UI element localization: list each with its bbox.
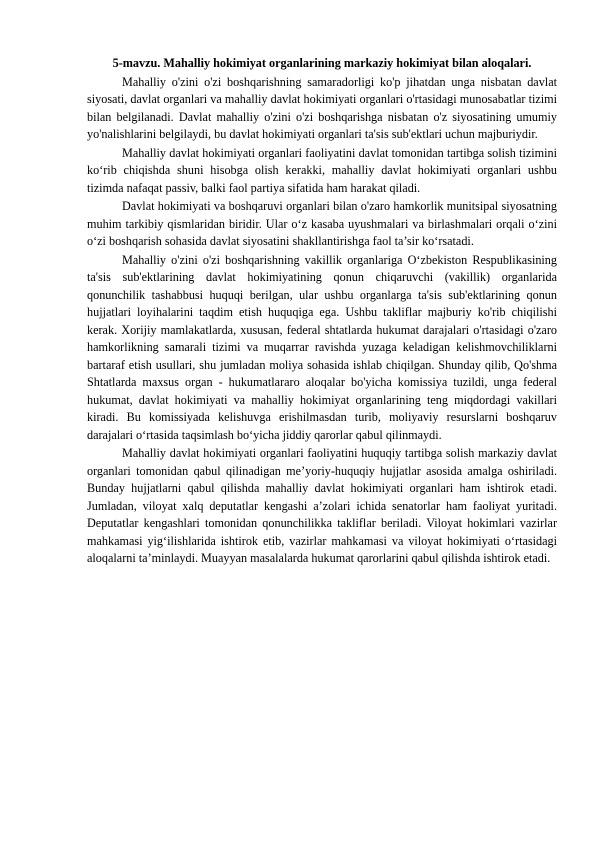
- paragraph-2: Mahalliy davlat hokimiyati organlari faoliyatini davlat tomonidan tartibga solish tizimini ko‘rib chiqishda shuni hisobga olish kerakki, mahalliy davlat hokimiyati organlari ushbu tizimda nafaqat passiv, balki faol partiya sifatida ham harakat qiladi.: [87, 145, 557, 195]
- document-page: [87, 55, 557, 569]
- paragraph-1: Mahalliy o'zini o'zi boshqarishning samaradorligi ko'p jihatdan unga nisbatan davlat siyosati, davlat organlari va mahalliy davlat hokimiyati organlari o'rtasidagi munosabatlar tizimi bilan belgilanadi. Davlat mahalliy o'zini o'zi boshqarishga nisbatan o'z siyosatining umumiy yo'nalishlarini belgilaydi, bu davlat hokimiyati organlari ta'sis sub'ektlari uchun majburiydir.: [87, 74, 557, 141]
- paragraph-5: Mahalliy davlat hokimiyati organlari faoliyatini huquqiy tartibga solish markaziy davlat organlari tomonidan qabul qilinadigan me’yoriy-huquqiy hujjatlar asosida amalga oshiriladi. Bunday hujjatlarni qabul qilishda mahalliy davlat hokimiyati organlari ham ishtirok etadi. Jumladan, viloyat xalq deputatlar kengashi a’zolari ichida senatorlar ham faoliyat yuritadi. Deputatlar kengashlari tomonidan qonunchilikka takliflar beriladi. Viloyat hokimlari vazirlar mahkamasi yig‘ilishlarida ishtirok etib, vazirlar mahkamasi va viloyat hokimiyati o‘rtasidagi aloqalarni ta’minlaydi. Muayyan masalalarda hukumat qarorlarini qabul qilishda ishtirok etadi.: [87, 446, 557, 565]
- paragraph-3: Davlat hokimiyati va boshqaruvi organlari bilan o'zaro hamkorlik munitsipal siyosatning muhim tarkibiy qismlaridan biridir. Ular o‘z kasaba uyushmalari va birlashmalari orqali o‘zini o‘zi boshqarish sohasida davlat siyosatini shakllantirishga faol ta’sir ko‘rsatadi.: [87, 199, 557, 248]
- document-title: 5-mavzu. Mahalliy hokimiyat organlarining markaziy hokimiyat bilan aloqalari.: [112, 56, 532, 70]
- paragraph-4: Mahalliy o'zini o'zi boshqarishning vakillik organlariga O‘zbekiston Respublikasining ta'sis sub'ektlarining davlat hokimiyatining qonun chiqaruvchi (vakillik) organlarida qonunchilik tashabbusi huquqi berilgan, ular ushbu organlarga ta'sis sub'ektlarining qonun hujjatlari loyihalarini taqdim etish huquqiga ega. Ushbu takliflar majburiy ko'rib chiqilishi kerak. Xorijiy mamlakatlarda, xususan, federal shtatlarda hukumat darajalari o'rtasidagi o'zaro hamkorlikning samarali tizimi va muqarrar ravishda yuzaga keladigan kelishmovchiliklarni bartaraf etish usullari, shu jumladan moliya sohasida ishlab chiqilgan. Shunday qilib, Qo'shma Shtatlarda maxsus organ - hukumatlararo aloqalar bo'yicha komissiya tuzildi, unga federal hukumat, davlat hokimiyati va mahalliy hokimiyat organlarining teng miqdordagi vakillari kiradi. Bu komissiyada kelishuvga erishilmasdan turib, moliyaviy resurslarni boshqaruv darajalari o‘rtasida taqsimlash bo‘yicha jiddiy qarorlar qabul qilinmaydi.: [87, 252, 557, 442]
